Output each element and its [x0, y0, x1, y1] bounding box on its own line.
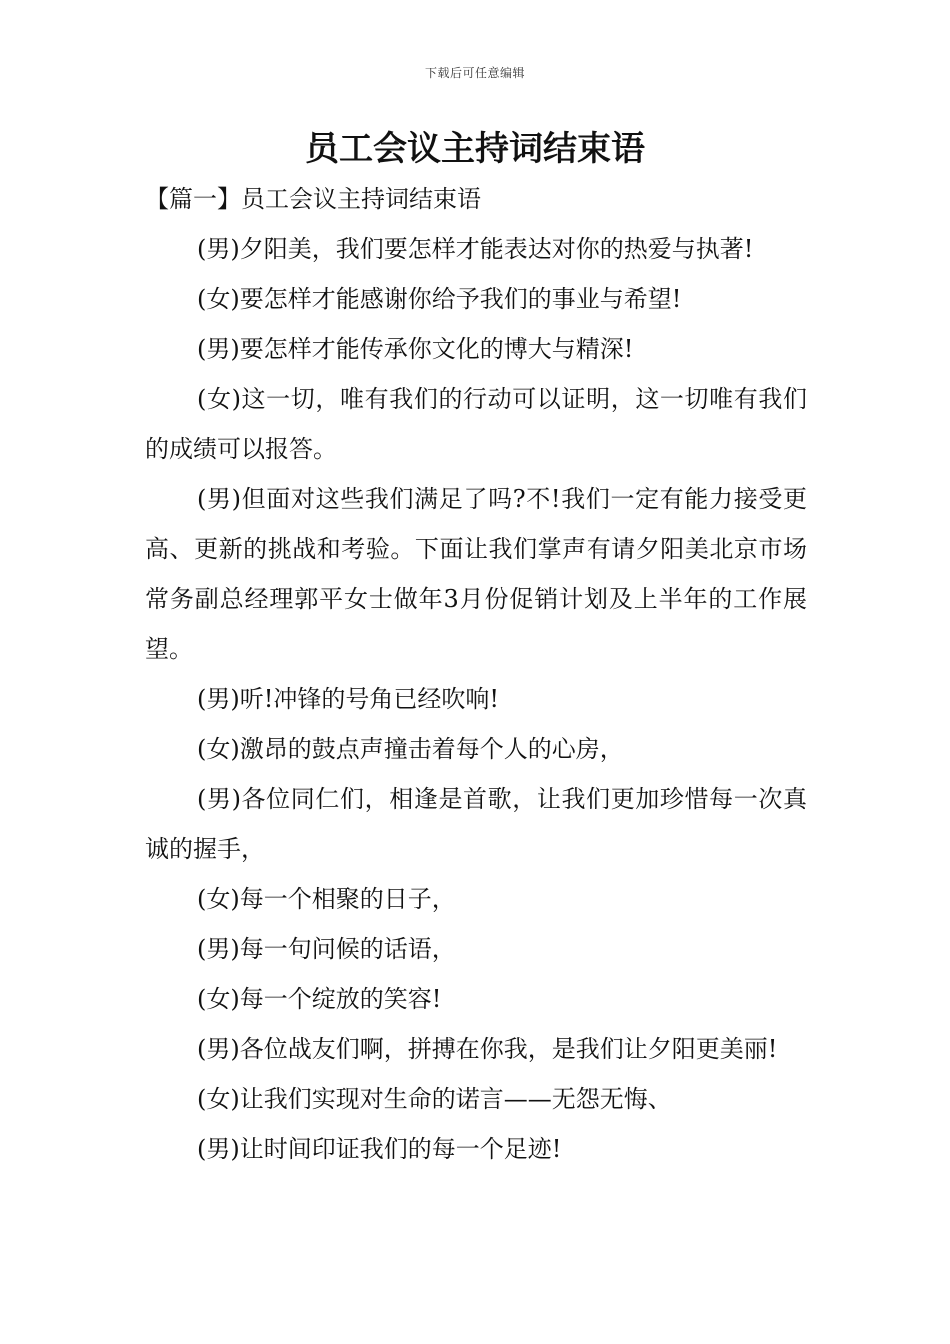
- section-heading: 【篇一】员工会议主持词结束语: [145, 185, 481, 213]
- header-note: 下载后可任意编辑: [424, 66, 525, 80]
- paragraph: (男)各位战友们啊，拼搏在你我，是我们让夕阳更美丽!: [197, 1035, 778, 1063]
- paragraph: (女)让我们实现对生命的诺言——无怨无悔、: [197, 1085, 672, 1113]
- paragraph: (女)每一个绽放的笑容!: [197, 985, 442, 1013]
- paragraph: (男)各位同仁们，相逢是首歌，让我们更加珍惜每一次真诚的握手，: [145, 785, 807, 863]
- paragraph: (女)每一个相聚的日子，: [197, 885, 456, 913]
- paragraph: (男)听!冲锋的号角已经吹响!: [197, 685, 500, 713]
- paragraph: (男)但面对这些我们满足了吗?不!我们一定有能力接受更高、更新的挑战和考验。下面让我们掌声有请夕阳美北京市场常务副总经理郭平女士做年3月份促销计划及上半年的工作展望。: [145, 485, 807, 663]
- paragraph: (女)要怎样才能感谢你给予我们的事业与希望!: [197, 285, 682, 313]
- document-body: [145, 174, 807, 1174]
- paragraph: (男)要怎样才能传承你文化的博大与精深!: [197, 335, 634, 363]
- paragraph: (男)每一句问候的话语，: [197, 935, 456, 963]
- paragraph: (女)激昂的鼓点声撞击着每个人的心房，: [197, 735, 624, 763]
- paragraph: (男)夕阳美，我们要怎样才能表达对你的热爱与执著!: [197, 235, 754, 263]
- paragraph: (男)让时间印证我们的每一个足迹!: [197, 1135, 562, 1163]
- paragraph: (女)这一切，唯有我们的行动可以证明，这一切唯有我们的成绩可以报答。: [145, 385, 807, 463]
- document-title: 员工会议主持词结束语: [305, 129, 645, 169]
